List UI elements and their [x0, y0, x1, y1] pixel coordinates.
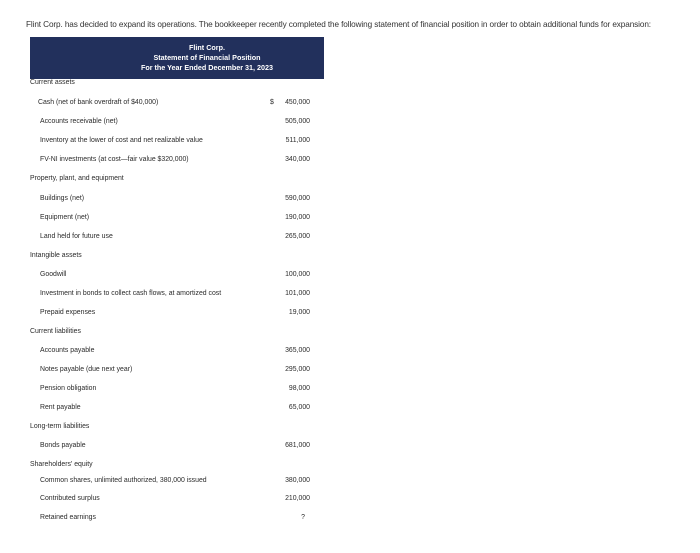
line-item-amount: 295,000	[285, 366, 310, 373]
line-item-amount: 511,000	[285, 137, 310, 144]
line-item-amount: 450,000	[285, 99, 310, 106]
line-item-amount: 365,000	[285, 347, 310, 354]
line-item-amount: 98,000	[288, 385, 310, 392]
line-item-inventory	[0, 137, 700, 151]
line-item-goodwill	[0, 271, 700, 285]
line-item-label: Land held for future use	[40, 233, 113, 240]
line-item-label: Rent payable	[40, 404, 81, 411]
line-item-amount: 100,000	[285, 271, 310, 278]
line-item-amount: 65,000	[288, 404, 310, 411]
section-intangible-assets	[0, 252, 700, 266]
line-item-bond-investment	[0, 290, 700, 304]
line-item-fvni-investments	[0, 156, 700, 170]
line-item-label: Pension obligation	[40, 385, 97, 392]
line-item-label: Notes payable (due next year)	[40, 366, 133, 373]
line-item-label: Buildings (net)	[40, 195, 85, 202]
line-item-retained-earnings	[0, 514, 700, 528]
line-item-amount: 590,000	[285, 195, 310, 202]
line-item-label: FV-NI investments (at cost—fair value $320,000)	[40, 156, 189, 163]
line-item-label: Equipment (net)	[40, 214, 90, 221]
line-item-amount: 380,000	[285, 477, 310, 484]
section-label: Property, plant, and equipment	[30, 175, 124, 182]
line-item-amount: 505,000	[285, 118, 310, 125]
line-item-buildings	[0, 195, 700, 209]
line-item-common-shares	[0, 477, 700, 491]
line-item-label: Goodwill	[40, 271, 67, 278]
line-item-label: Contributed surplus	[40, 495, 100, 502]
statement-title: Statement of Financial Position	[153, 53, 261, 62]
line-item-amount: 265,000	[285, 233, 310, 240]
line-item-accounts-payable	[0, 347, 700, 361]
line-item-accounts-receivable	[0, 118, 700, 132]
line-item-cash	[0, 99, 700, 113]
line-item-amount: 190,000	[285, 214, 310, 221]
section-ppe	[0, 175, 700, 189]
line-item-amount: 681,000	[285, 442, 310, 449]
intro-text: Flint Corp. has decided to expand its operations. The bookkeeper recently completed the following statement of financial position in order to obtain additional funds for expansion:	[26, 20, 651, 29]
section-label: Long-term liabilities	[30, 423, 90, 430]
line-item-label: Cash (net of bank overdraft of $40,000)	[38, 99, 159, 106]
line-item-amount: 210,000	[285, 495, 310, 502]
section-shareholders-equity	[0, 461, 700, 475]
line-item-label: Accounts receivable (net)	[40, 118, 118, 125]
line-item-amount: 19,000	[288, 309, 310, 316]
line-item-notes-payable	[0, 366, 700, 380]
section-label: Intangible assets	[30, 252, 82, 259]
line-item-amount: 340,000	[285, 156, 310, 163]
section-current-liabilities	[0, 328, 700, 342]
currency-symbol: $	[270, 99, 274, 106]
line-item-label: Bonds payable	[40, 442, 86, 449]
line-item-label: Investment in bonds to collect cash flows, at amortized cost	[40, 290, 222, 297]
line-item-rent-payable	[0, 404, 700, 418]
line-item-contributed-surplus	[0, 495, 700, 509]
section-current-assets	[0, 79, 700, 93]
line-item-pension-obligation	[0, 385, 700, 399]
line-item-land	[0, 233, 700, 247]
section-label: Current liabilities	[30, 328, 81, 335]
section-label: Current assets	[30, 79, 75, 86]
line-item-bonds-payable	[0, 442, 700, 456]
line-item-label: Prepaid expenses	[40, 309, 96, 316]
line-item-equipment	[0, 214, 700, 228]
section-label: Shareholders' equity	[30, 461, 93, 468]
section-long-term-liabilities	[0, 423, 700, 437]
line-item-label: Retained earnings	[40, 514, 96, 521]
company-name: Flint Corp.	[189, 43, 225, 52]
line-item-amount: 101,000	[285, 290, 310, 297]
statement-period: For the Year Ended December 31, 2023	[140, 63, 274, 72]
statement-header	[30, 37, 324, 79]
line-item-label: Accounts payable	[40, 347, 95, 354]
line-item-label: Common shares, unlimited authorized, 380,000 issued	[40, 477, 207, 484]
line-item-amount: ?	[301, 514, 305, 521]
line-item-label: Inventory at the lower of cost and net realizable value	[40, 137, 203, 144]
line-item-prepaid-expenses	[0, 309, 700, 323]
